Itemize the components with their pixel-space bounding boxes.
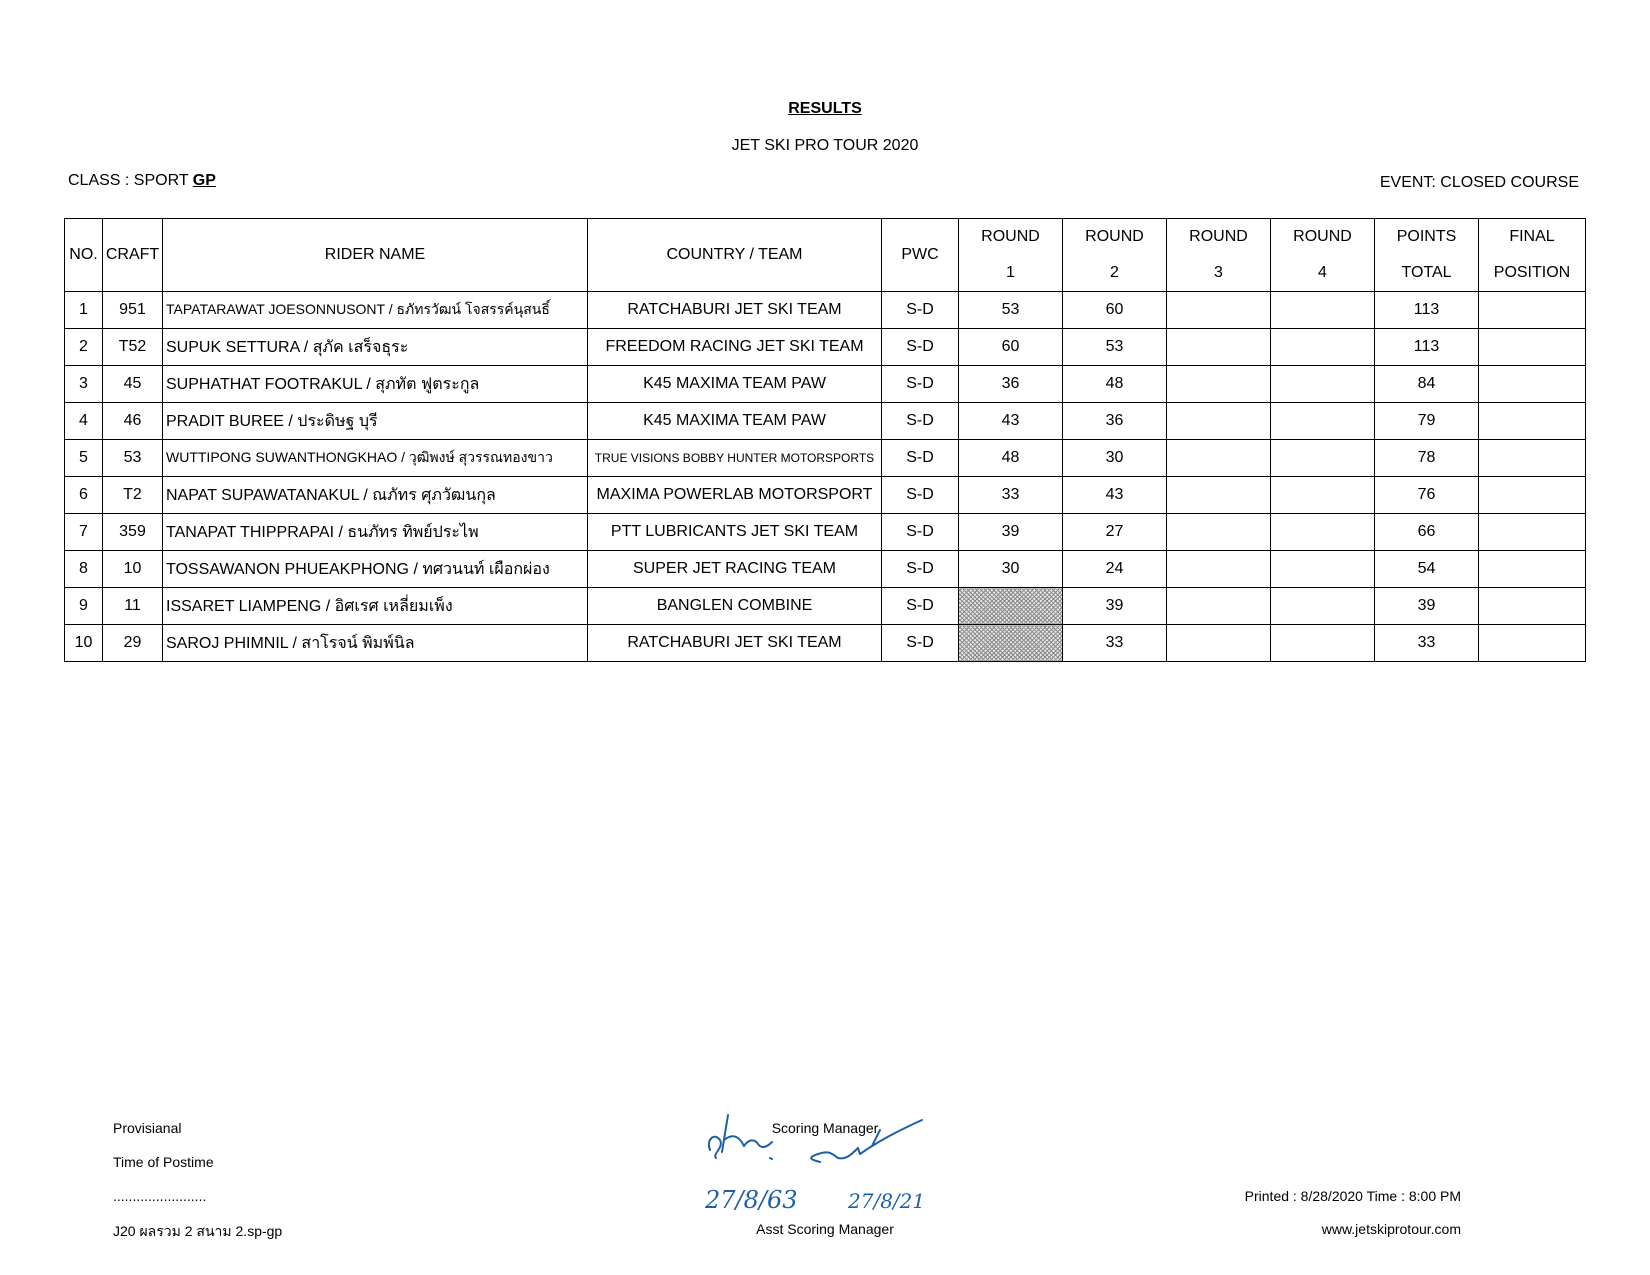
- column-header-line2: 2: [1110, 264, 1119, 281]
- column-header-line1: FINAL: [1509, 228, 1555, 245]
- cell-round-1: 39: [959, 514, 1063, 551]
- postime-blank: ........................: [113, 1188, 207, 1204]
- cell-team: BANGLEN COMBINE: [588, 588, 882, 625]
- cell-round-1: 60: [959, 329, 1063, 366]
- cell-round-2: 30: [1063, 440, 1167, 477]
- cell-team: TRUE VISIONS BOBBY HUNTER MOTORSPORTS: [588, 440, 882, 477]
- cell-pwc: S-D: [882, 588, 959, 625]
- column-header: [959, 219, 1063, 292]
- cell-rider-name: TANAPAT THIPPRAPAI / ธนภัทร ทิพย์ประไพ: [163, 514, 588, 551]
- cell-team: RATCHABURI JET SKI TEAM: [588, 625, 882, 662]
- results-table: [64, 218, 1586, 662]
- cell-round-1: 30: [959, 551, 1063, 588]
- cell-round-2: 33: [1063, 625, 1167, 662]
- column-header: [588, 219, 882, 292]
- cell-pwc: S-D: [882, 366, 959, 403]
- cell-rider-name: SAROJ PHIMNIL / สาโรจน์ พิมพ์นิล: [163, 625, 588, 662]
- column-header-line1: POINTS: [1396, 228, 1457, 245]
- cell-craft: T52: [103, 329, 163, 366]
- cell-round-2: 39: [1063, 588, 1167, 625]
- cell-rider-name: TAPATARAWAT JOESONNUSONT / ธภัทรวัฒน์ โจสรรค์นุสนธิ์: [163, 292, 588, 329]
- cell-final-position: [1479, 625, 1586, 662]
- table-row: [65, 292, 1586, 329]
- cell-no: 2: [65, 329, 103, 366]
- cell-team: K45 MAXIMA TEAM PAW: [588, 366, 882, 403]
- cell-pwc: S-D: [882, 477, 959, 514]
- cell-rider-name: SUPHATHAT FOOTRAKUL / สุภทัต ฟูตระกูล: [163, 366, 588, 403]
- cell-craft: 29: [103, 625, 163, 662]
- table-row: [65, 514, 1586, 551]
- cell-rider-name: ISSARET LIAMPENG / อิศเรศ เหลี่ยมเพ็ง: [163, 588, 588, 625]
- cell-round-1: 53: [959, 292, 1063, 329]
- table-row: [65, 477, 1586, 514]
- column-header: [103, 219, 163, 292]
- cell-rider-name: NAPAT SUPAWATANAKUL / ณภัทร ศุภวัฒนกุล: [163, 477, 588, 514]
- cell-round-1: [959, 625, 1063, 662]
- column-header-line2: 3: [1214, 264, 1223, 281]
- asst-scoring-manager-label: Asst Scoring Manager: [756, 1221, 894, 1237]
- cell-no: 8: [65, 551, 103, 588]
- column-header: [1271, 219, 1375, 292]
- cell-round-2: 36: [1063, 403, 1167, 440]
- cell-pwc: S-D: [882, 625, 959, 662]
- signature-date-left: 27/8/63: [705, 1186, 798, 1214]
- document-title: RESULTS: [788, 100, 862, 117]
- printed-timestamp: Printed : 8/28/2020 Time : 8:00 PM: [1244, 1188, 1461, 1204]
- cell-craft: 53: [103, 440, 163, 477]
- cell-craft: 951: [103, 292, 163, 329]
- cell-points-total: 33: [1375, 625, 1479, 662]
- signature-date-right: 27/8/21: [848, 1189, 926, 1213]
- cell-round-4: [1271, 551, 1375, 588]
- cell-points-total: 39: [1375, 588, 1479, 625]
- cell-round-4: [1271, 514, 1375, 551]
- cell-rider-name: SUPUK SETTURA / สุภัค เสร็จธุระ: [163, 329, 588, 366]
- column-header: [65, 219, 103, 292]
- event-series-title: JET SKI PRO TOUR 2020: [731, 137, 919, 154]
- cell-pwc: S-D: [882, 292, 959, 329]
- cell-no: 6: [65, 477, 103, 514]
- cell-pwc: S-D: [882, 551, 959, 588]
- cell-team: PTT LUBRICANTS JET SKI TEAM: [588, 514, 882, 551]
- cell-points-total: 54: [1375, 551, 1479, 588]
- cell-final-position: [1479, 329, 1586, 366]
- cell-rider-name: TOSSAWANON PHUEAKPHONG / ทศวนนท์ เผือกผ่อง: [163, 551, 588, 588]
- cell-round-4: [1271, 366, 1375, 403]
- cell-round-4: [1271, 625, 1375, 662]
- column-header: [1167, 219, 1271, 292]
- file-code: J20 ผลรวม 2 สนาม 2.sp-gp: [113, 1223, 283, 1239]
- website-url: www.jetskiprotour.com: [1321, 1221, 1461, 1237]
- cell-final-position: [1479, 440, 1586, 477]
- column-header-line2: 4: [1318, 264, 1327, 281]
- cell-round-4: [1271, 588, 1375, 625]
- column-header: [1479, 219, 1586, 292]
- event-label: EVENT: CLOSED COURSE: [1379, 174, 1579, 191]
- cell-round-3: [1167, 625, 1271, 662]
- cell-final-position: [1479, 477, 1586, 514]
- cell-craft: 11: [103, 588, 163, 625]
- cell-craft: 359: [103, 514, 163, 551]
- cell-round-1: 36: [959, 366, 1063, 403]
- cell-round-1: 43: [959, 403, 1063, 440]
- table-row: [65, 403, 1586, 440]
- cell-round-2: 27: [1063, 514, 1167, 551]
- column-header-line1: NO.: [69, 246, 98, 263]
- cell-round-3: [1167, 440, 1271, 477]
- cell-pwc: S-D: [882, 514, 959, 551]
- cell-pwc: S-D: [882, 329, 959, 366]
- cell-craft: 46: [103, 403, 163, 440]
- cell-round-1: 48: [959, 440, 1063, 477]
- cell-points-total: 76: [1375, 477, 1479, 514]
- cell-points-total: 84: [1375, 366, 1479, 403]
- column-header-line2: TOTAL: [1401, 264, 1452, 281]
- cell-round-3: [1167, 551, 1271, 588]
- provisional-label: Provisianal: [113, 1120, 182, 1136]
- column-header-line1: COUNTRY / TEAM: [666, 246, 803, 263]
- cell-craft: T2: [103, 477, 163, 514]
- column-header: [163, 219, 588, 292]
- column-header-line1: ROUND: [1293, 228, 1352, 245]
- cell-round-3: [1167, 366, 1271, 403]
- column-header-line1: PWC: [901, 246, 939, 263]
- cell-round-4: [1271, 477, 1375, 514]
- cell-no: 9: [65, 588, 103, 625]
- cell-round-3: [1167, 403, 1271, 440]
- cell-pwc: S-D: [882, 403, 959, 440]
- cell-no: 7: [65, 514, 103, 551]
- cell-craft: 10: [103, 551, 163, 588]
- class-prefix: CLASS : SPORT: [68, 172, 193, 189]
- table-body: [65, 292, 1586, 662]
- cell-no: 4: [65, 403, 103, 440]
- cell-round-2: 60: [1063, 292, 1167, 329]
- cell-team: MAXIMA POWERLAB MOTORSPORT: [588, 477, 882, 514]
- cell-final-position: [1479, 588, 1586, 625]
- time-of-postime-label: Time of Postime: [113, 1154, 214, 1170]
- cell-round-3: [1167, 292, 1271, 329]
- cell-team: K45 MAXIMA TEAM PAW: [588, 403, 882, 440]
- cell-rider-name: PRADIT BUREE / ประดิษฐ บุรี: [163, 403, 588, 440]
- column-header-line1: CRAFT: [105, 246, 160, 263]
- cell-round-3: [1167, 588, 1271, 625]
- table-row: [65, 588, 1586, 625]
- cell-points-total: 79: [1375, 403, 1479, 440]
- cell-team: RATCHABURI JET SKI TEAM: [588, 292, 882, 329]
- cell-team: FREEDOM RACING JET SKI TEAM: [588, 329, 882, 366]
- cell-team: SUPER JET RACING TEAM: [588, 551, 882, 588]
- cell-final-position: [1479, 551, 1586, 588]
- scoring-manager-label: Scoring Manager: [771, 1120, 879, 1136]
- cell-no: 10: [65, 625, 103, 662]
- cell-round-4: [1271, 329, 1375, 366]
- column-header: [1063, 219, 1167, 292]
- cell-points-total: 78: [1375, 440, 1479, 477]
- table-row: [65, 440, 1586, 477]
- column-header-line2: POSITION: [1493, 264, 1571, 281]
- cell-round-3: [1167, 477, 1271, 514]
- cell-no: 1: [65, 292, 103, 329]
- table-row: [65, 625, 1586, 662]
- cell-final-position: [1479, 514, 1586, 551]
- class-label: [68, 172, 216, 190]
- cell-round-2: 48: [1063, 366, 1167, 403]
- cell-no: 3: [65, 366, 103, 403]
- cell-round-4: [1271, 440, 1375, 477]
- cell-pwc: S-D: [882, 440, 959, 477]
- table-row: [65, 366, 1586, 403]
- cell-round-2: 53: [1063, 329, 1167, 366]
- cell-round-3: [1167, 329, 1271, 366]
- class-value: GP: [192, 172, 216, 189]
- cell-points-total: 113: [1375, 329, 1479, 366]
- cell-round-1: [959, 588, 1063, 625]
- table-header-row: [65, 219, 1586, 292]
- cell-round-1: 33: [959, 477, 1063, 514]
- cell-no: 5: [65, 440, 103, 477]
- column-header-line1: ROUND: [1189, 228, 1248, 245]
- cell-round-4: [1271, 292, 1375, 329]
- cell-points-total: 66: [1375, 514, 1479, 551]
- column-header-line2: 1: [1006, 264, 1015, 281]
- table-row: [65, 329, 1586, 366]
- cell-final-position: [1479, 292, 1586, 329]
- table-row: [65, 551, 1586, 588]
- cell-round-3: [1167, 514, 1271, 551]
- cell-round-4: [1271, 403, 1375, 440]
- cell-craft: 45: [103, 366, 163, 403]
- cell-rider-name: WUTTIPONG SUWANTHONGKHAO / วุฒิพงษ์ สุวรรณทองขาว: [163, 440, 588, 477]
- column-header: [882, 219, 959, 292]
- cell-final-position: [1479, 366, 1586, 403]
- cell-round-2: 43: [1063, 477, 1167, 514]
- column-header-line1: RIDER NAME: [324, 246, 426, 263]
- cell-round-2: 24: [1063, 551, 1167, 588]
- handwritten-signatures: [700, 1110, 960, 1220]
- cell-points-total: 113: [1375, 292, 1479, 329]
- column-header-line1: ROUND: [981, 228, 1040, 245]
- column-header-line1: ROUND: [1085, 228, 1144, 245]
- cell-final-position: [1479, 403, 1586, 440]
- column-header: [1375, 219, 1479, 292]
